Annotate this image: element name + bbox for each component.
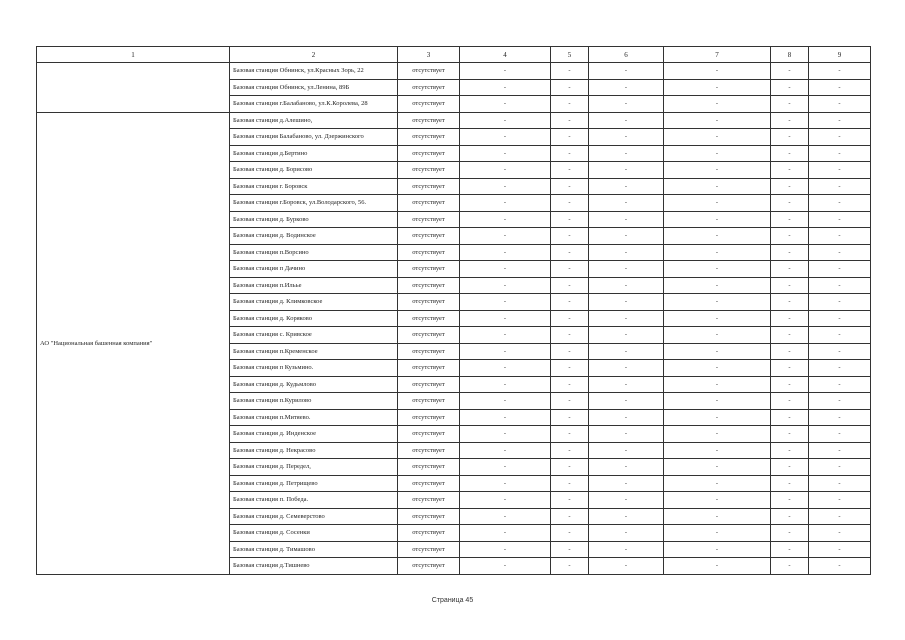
dash-cell-col7: -: [664, 492, 771, 509]
dash-cell-col4: -: [460, 310, 551, 327]
dash-cell-col5: -: [551, 195, 589, 212]
status-cell: отсутствует: [398, 294, 460, 311]
status-cell: отсутствует: [398, 310, 460, 327]
dash-cell-col5: -: [551, 475, 589, 492]
dash-cell-col6: -: [589, 211, 664, 228]
dash-cell-col4: -: [460, 112, 551, 129]
dash-cell-col6: -: [589, 409, 664, 426]
dash-cell-col7: -: [664, 409, 771, 426]
station-name: Базовая станция п.Ворсино: [230, 244, 398, 261]
dash-cell-col5: -: [551, 409, 589, 426]
dash-cell-col8: -: [771, 393, 809, 410]
dash-cell-col5: -: [551, 343, 589, 360]
dash-cell-col6: -: [589, 178, 664, 195]
status-cell: отсутствует: [398, 244, 460, 261]
dash-cell-col9: -: [809, 178, 871, 195]
dash-cell-col9: -: [809, 129, 871, 146]
dash-cell-col8: -: [771, 376, 809, 393]
dash-cell-col6: -: [589, 376, 664, 393]
dash-cell-col8: -: [771, 294, 809, 311]
dash-cell-col6: -: [589, 525, 664, 542]
dash-cell-col8: -: [771, 228, 809, 245]
dash-cell-col7: -: [664, 178, 771, 195]
dash-cell-col4: -: [460, 558, 551, 575]
header-cell-5: 5: [551, 47, 589, 63]
status-cell: отсутствует: [398, 343, 460, 360]
dash-cell-col7: -: [664, 310, 771, 327]
status-cell: отсутствует: [398, 228, 460, 245]
dash-cell-col9: -: [809, 327, 871, 344]
dash-cell-col6: -: [589, 195, 664, 212]
station-name: Базовая станция д.Тишнево: [230, 558, 398, 575]
dash-cell-col6: -: [589, 475, 664, 492]
dash-cell-col6: -: [589, 541, 664, 558]
document-table: [36, 46, 871, 575]
station-name: Базовая станция д.Бертино: [230, 145, 398, 162]
dash-cell-col8: -: [771, 508, 809, 525]
dash-cell-col7: -: [664, 162, 771, 179]
dash-cell-col4: -: [460, 360, 551, 377]
station-name: Базовая станция д. Тимашово: [230, 541, 398, 558]
dash-cell-col7: -: [664, 79, 771, 96]
status-cell: отсутствует: [398, 525, 460, 542]
dash-cell-col5: -: [551, 376, 589, 393]
station-name: Базовая станция д. Борисово: [230, 162, 398, 179]
dash-cell-col9: -: [809, 145, 871, 162]
dash-cell-col8: -: [771, 541, 809, 558]
dash-cell-col9: -: [809, 63, 871, 80]
dash-cell-col4: -: [460, 459, 551, 476]
dash-cell-col5: -: [551, 178, 589, 195]
status-cell: отсутствует: [398, 211, 460, 228]
header-cell-8: 8: [771, 47, 809, 63]
status-cell: отсутствует: [398, 112, 460, 129]
dash-cell-col5: -: [551, 162, 589, 179]
status-cell: отсутствует: [398, 360, 460, 377]
dash-cell-col4: -: [460, 145, 551, 162]
station-name: Базовая станция д. Семеверстово: [230, 508, 398, 525]
dash-cell-col9: -: [809, 409, 871, 426]
status-cell: отсутствует: [398, 442, 460, 459]
dash-cell-col8: -: [771, 525, 809, 542]
dash-cell-col7: -: [664, 112, 771, 129]
dash-cell-col6: -: [589, 96, 664, 113]
dash-cell-col8: -: [771, 310, 809, 327]
dash-cell-col4: -: [460, 508, 551, 525]
dash-cell-col5: -: [551, 277, 589, 294]
table-row: [37, 112, 871, 129]
dash-cell-col5: -: [551, 63, 589, 80]
dash-cell-col4: -: [460, 492, 551, 509]
dash-cell-col9: -: [809, 310, 871, 327]
dash-cell-col5: -: [551, 244, 589, 261]
dash-cell-col9: -: [809, 376, 871, 393]
dash-cell-col9: -: [809, 261, 871, 278]
dash-cell-col8: -: [771, 277, 809, 294]
dash-cell-col8: -: [771, 261, 809, 278]
status-cell: отсутствует: [398, 558, 460, 575]
dash-cell-col7: -: [664, 475, 771, 492]
dash-cell-col9: -: [809, 558, 871, 575]
dash-cell-col6: -: [589, 310, 664, 327]
dash-cell-col9: -: [809, 79, 871, 96]
dash-cell-col5: -: [551, 261, 589, 278]
dash-cell-col8: -: [771, 475, 809, 492]
station-name: Базовая станция д.Алешино,: [230, 112, 398, 129]
dash-cell-col9: -: [809, 343, 871, 360]
dash-cell-col7: -: [664, 558, 771, 575]
dash-cell-col6: -: [589, 459, 664, 476]
dash-cell-col9: -: [809, 360, 871, 377]
dash-cell-col6: -: [589, 79, 664, 96]
dash-cell-col7: -: [664, 508, 771, 525]
dash-cell-col7: -: [664, 376, 771, 393]
dash-cell-col7: -: [664, 63, 771, 80]
dash-cell-col8: -: [771, 129, 809, 146]
station-name: Базовая станция п Дачино: [230, 261, 398, 278]
dash-cell-col5: -: [551, 327, 589, 344]
dash-cell-col5: -: [551, 459, 589, 476]
station-name: Базовая станция д. Водинское: [230, 228, 398, 245]
dash-cell-col9: -: [809, 244, 871, 261]
station-name: Базовая станция п.Митяево.: [230, 409, 398, 426]
station-name: Базовая станция с. Кривское: [230, 327, 398, 344]
dash-cell-col9: -: [809, 459, 871, 476]
dash-cell-col7: -: [664, 525, 771, 542]
dash-cell-col9: -: [809, 162, 871, 179]
dash-cell-col8: -: [771, 558, 809, 575]
dash-cell-col4: -: [460, 409, 551, 426]
dash-cell-col9: -: [809, 541, 871, 558]
station-name: Базовая станция п. Победа.: [230, 492, 398, 509]
dash-cell-col5: -: [551, 96, 589, 113]
dash-cell-col6: -: [589, 63, 664, 80]
dash-cell-col9: -: [809, 96, 871, 113]
dash-cell-col7: -: [664, 360, 771, 377]
dash-cell-col8: -: [771, 244, 809, 261]
status-cell: отсутствует: [398, 195, 460, 212]
dash-cell-col6: -: [589, 277, 664, 294]
dash-cell-col4: -: [460, 426, 551, 443]
dash-cell-col8: -: [771, 426, 809, 443]
dash-cell-col7: -: [664, 129, 771, 146]
dash-cell-col9: -: [809, 393, 871, 410]
dash-cell-col9: -: [809, 442, 871, 459]
dash-cell-col8: -: [771, 145, 809, 162]
dash-cell-col5: -: [551, 558, 589, 575]
dash-cell-col6: -: [589, 360, 664, 377]
dash-cell-col5: -: [551, 360, 589, 377]
dash-cell-col4: -: [460, 261, 551, 278]
dash-cell-col4: -: [460, 195, 551, 212]
dash-cell-col8: -: [771, 343, 809, 360]
station-name: Базовая станция Обнинск, ул.Ленина, 89Б: [230, 79, 398, 96]
status-cell: отсутствует: [398, 162, 460, 179]
dash-cell-col7: -: [664, 294, 771, 311]
station-name: Базовая станция д. Некрасово: [230, 442, 398, 459]
dash-cell-col9: -: [809, 294, 871, 311]
dash-cell-col8: -: [771, 112, 809, 129]
dash-cell-col8: -: [771, 327, 809, 344]
station-name: Базовая станция д. Кудьмлово: [230, 376, 398, 393]
header-row: [37, 47, 871, 63]
dash-cell-col7: -: [664, 244, 771, 261]
dash-cell-col7: -: [664, 228, 771, 245]
status-cell: отсутствует: [398, 63, 460, 80]
dash-cell-col5: -: [551, 525, 589, 542]
dash-cell-col9: -: [809, 211, 871, 228]
station-name: Базовая станция п Кузьмино.: [230, 360, 398, 377]
dash-cell-col4: -: [460, 162, 551, 179]
status-cell: отсутствует: [398, 508, 460, 525]
header-cell-1: 1: [37, 47, 230, 63]
dash-cell-col4: -: [460, 211, 551, 228]
dash-cell-col8: -: [771, 96, 809, 113]
dash-cell-col4: -: [460, 343, 551, 360]
header-cell-3: 3: [398, 47, 460, 63]
dash-cell-col5: -: [551, 294, 589, 311]
dash-cell-col6: -: [589, 426, 664, 443]
header-cell-7: 7: [664, 47, 771, 63]
dash-cell-col9: -: [809, 492, 871, 509]
dash-cell-col4: -: [460, 294, 551, 311]
dash-cell-col6: -: [589, 129, 664, 146]
dash-cell-col6: -: [589, 442, 664, 459]
dash-cell-col8: -: [771, 211, 809, 228]
table-row: [37, 63, 871, 80]
dash-cell-col9: -: [809, 277, 871, 294]
dash-cell-col4: -: [460, 475, 551, 492]
dash-cell-col6: -: [589, 261, 664, 278]
dash-cell-col4: -: [460, 393, 551, 410]
dash-cell-col6: -: [589, 393, 664, 410]
dash-cell-col4: -: [460, 541, 551, 558]
dash-cell-col5: -: [551, 393, 589, 410]
station-name: Базовая станция п.Ильье: [230, 277, 398, 294]
dash-cell-col9: -: [809, 508, 871, 525]
station-name: Базовая станция п.Курилово: [230, 393, 398, 410]
station-name: Базовая станция г.Балабаново, ул.К.Королева, 28: [230, 96, 398, 113]
status-cell: отсутствует: [398, 178, 460, 195]
dash-cell-col6: -: [589, 558, 664, 575]
dash-cell-col7: -: [664, 327, 771, 344]
dash-cell-col4: -: [460, 178, 551, 195]
table-body: [37, 47, 871, 575]
dash-cell-col5: -: [551, 492, 589, 509]
dash-cell-col9: -: [809, 228, 871, 245]
station-name: Базовая станция д. Передел,: [230, 459, 398, 476]
dash-cell-col8: -: [771, 178, 809, 195]
dash-cell-col7: -: [664, 211, 771, 228]
dash-cell-col8: -: [771, 195, 809, 212]
dash-cell-col5: -: [551, 541, 589, 558]
header-cell-6: 6: [589, 47, 664, 63]
station-name: Базовая станция г.Боровск, ул.Володарского, 56.: [230, 195, 398, 212]
dash-cell-col6: -: [589, 327, 664, 344]
dash-cell-col6: -: [589, 162, 664, 179]
dash-cell-col5: -: [551, 79, 589, 96]
dash-cell-col4: -: [460, 63, 551, 80]
dash-cell-col9: -: [809, 475, 871, 492]
header-cell-9: 9: [809, 47, 871, 63]
dash-cell-col6: -: [589, 343, 664, 360]
dash-cell-col5: -: [551, 426, 589, 443]
station-name: Базовая станция Балабаново, ул. Дзержинского: [230, 129, 398, 146]
dash-cell-col7: -: [664, 442, 771, 459]
dash-cell-col6: -: [589, 228, 664, 245]
dash-cell-col7: -: [664, 277, 771, 294]
dash-cell-col9: -: [809, 426, 871, 443]
header-cell-2: 2: [230, 47, 398, 63]
dash-cell-col7: -: [664, 459, 771, 476]
status-cell: отсутствует: [398, 129, 460, 146]
station-name: Базовая станция п.Кременское: [230, 343, 398, 360]
dash-cell-col6: -: [589, 294, 664, 311]
dash-cell-col7: -: [664, 145, 771, 162]
dash-cell-col6: -: [589, 145, 664, 162]
dash-cell-col6: -: [589, 244, 664, 261]
dash-cell-col9: -: [809, 195, 871, 212]
station-name: Базовая станция д. Инденское: [230, 426, 398, 443]
dash-cell-col9: -: [809, 525, 871, 542]
dash-cell-col5: -: [551, 442, 589, 459]
dash-cell-col4: -: [460, 96, 551, 113]
status-cell: отсутствует: [398, 409, 460, 426]
dash-cell-col8: -: [771, 360, 809, 377]
dash-cell-col4: -: [460, 442, 551, 459]
dash-cell-col7: -: [664, 343, 771, 360]
dash-cell-col4: -: [460, 79, 551, 96]
dash-cell-col6: -: [589, 492, 664, 509]
dash-cell-col5: -: [551, 112, 589, 129]
dash-cell-col6: -: [589, 508, 664, 525]
status-cell: отсутствует: [398, 426, 460, 443]
dash-cell-col7: -: [664, 261, 771, 278]
dash-cell-col8: -: [771, 459, 809, 476]
status-cell: отсутствует: [398, 475, 460, 492]
status-cell: отсутствует: [398, 145, 460, 162]
dash-cell-col8: -: [771, 162, 809, 179]
station-name: Базовая станция д. Коряково: [230, 310, 398, 327]
station-name: Базовая станция д. Климковское: [230, 294, 398, 311]
station-name: Базовая станция д. Петрищево: [230, 475, 398, 492]
dash-cell-col8: -: [771, 442, 809, 459]
dash-cell-col5: -: [551, 145, 589, 162]
status-cell: отсутствует: [398, 459, 460, 476]
station-name: Базовая станция г. Боровск: [230, 178, 398, 195]
dash-cell-col4: -: [460, 228, 551, 245]
dash-cell-col8: -: [771, 63, 809, 80]
dash-cell-col5: -: [551, 211, 589, 228]
status-cell: отсутствует: [398, 277, 460, 294]
dash-cell-col9: -: [809, 112, 871, 129]
station-name: Базовая станция Обнинск, ул.Красных Зорь, 22: [230, 63, 398, 80]
dash-cell-col5: -: [551, 508, 589, 525]
dash-cell-col7: -: [664, 541, 771, 558]
status-cell: отсутствует: [398, 376, 460, 393]
status-cell: отсутствует: [398, 79, 460, 96]
status-cell: отсутствует: [398, 541, 460, 558]
station-name: Базовая станция д. Бурково: [230, 211, 398, 228]
dash-cell-col5: -: [551, 310, 589, 327]
status-cell: отсутствует: [398, 327, 460, 344]
dash-cell-col6: -: [589, 112, 664, 129]
org-cell-empty: [37, 63, 230, 113]
status-cell: отсутствует: [398, 261, 460, 278]
station-name: Базовая станция д. Сосенки: [230, 525, 398, 542]
dash-cell-col4: -: [460, 327, 551, 344]
dash-cell-col8: -: [771, 409, 809, 426]
header-cell-4: 4: [460, 47, 551, 63]
organization-name: АО "Национальная башенная компания": [37, 112, 230, 574]
dash-cell-col4: -: [460, 376, 551, 393]
status-cell: отсутствует: [398, 96, 460, 113]
dash-cell-col7: -: [664, 426, 771, 443]
status-cell: отсутствует: [398, 393, 460, 410]
dash-cell-col4: -: [460, 525, 551, 542]
dash-cell-col8: -: [771, 79, 809, 96]
dash-cell-col8: -: [771, 492, 809, 509]
dash-cell-col7: -: [664, 195, 771, 212]
dash-cell-col5: -: [551, 129, 589, 146]
dash-cell-col7: -: [664, 96, 771, 113]
dash-cell-col4: -: [460, 277, 551, 294]
page-footer: Страница 45: [431, 597, 474, 604]
status-cell: отсутствует: [398, 492, 460, 509]
dash-cell-col5: -: [551, 228, 589, 245]
dash-cell-col4: -: [460, 244, 551, 261]
dash-cell-col4: -: [460, 129, 551, 146]
dash-cell-col7: -: [664, 393, 771, 410]
